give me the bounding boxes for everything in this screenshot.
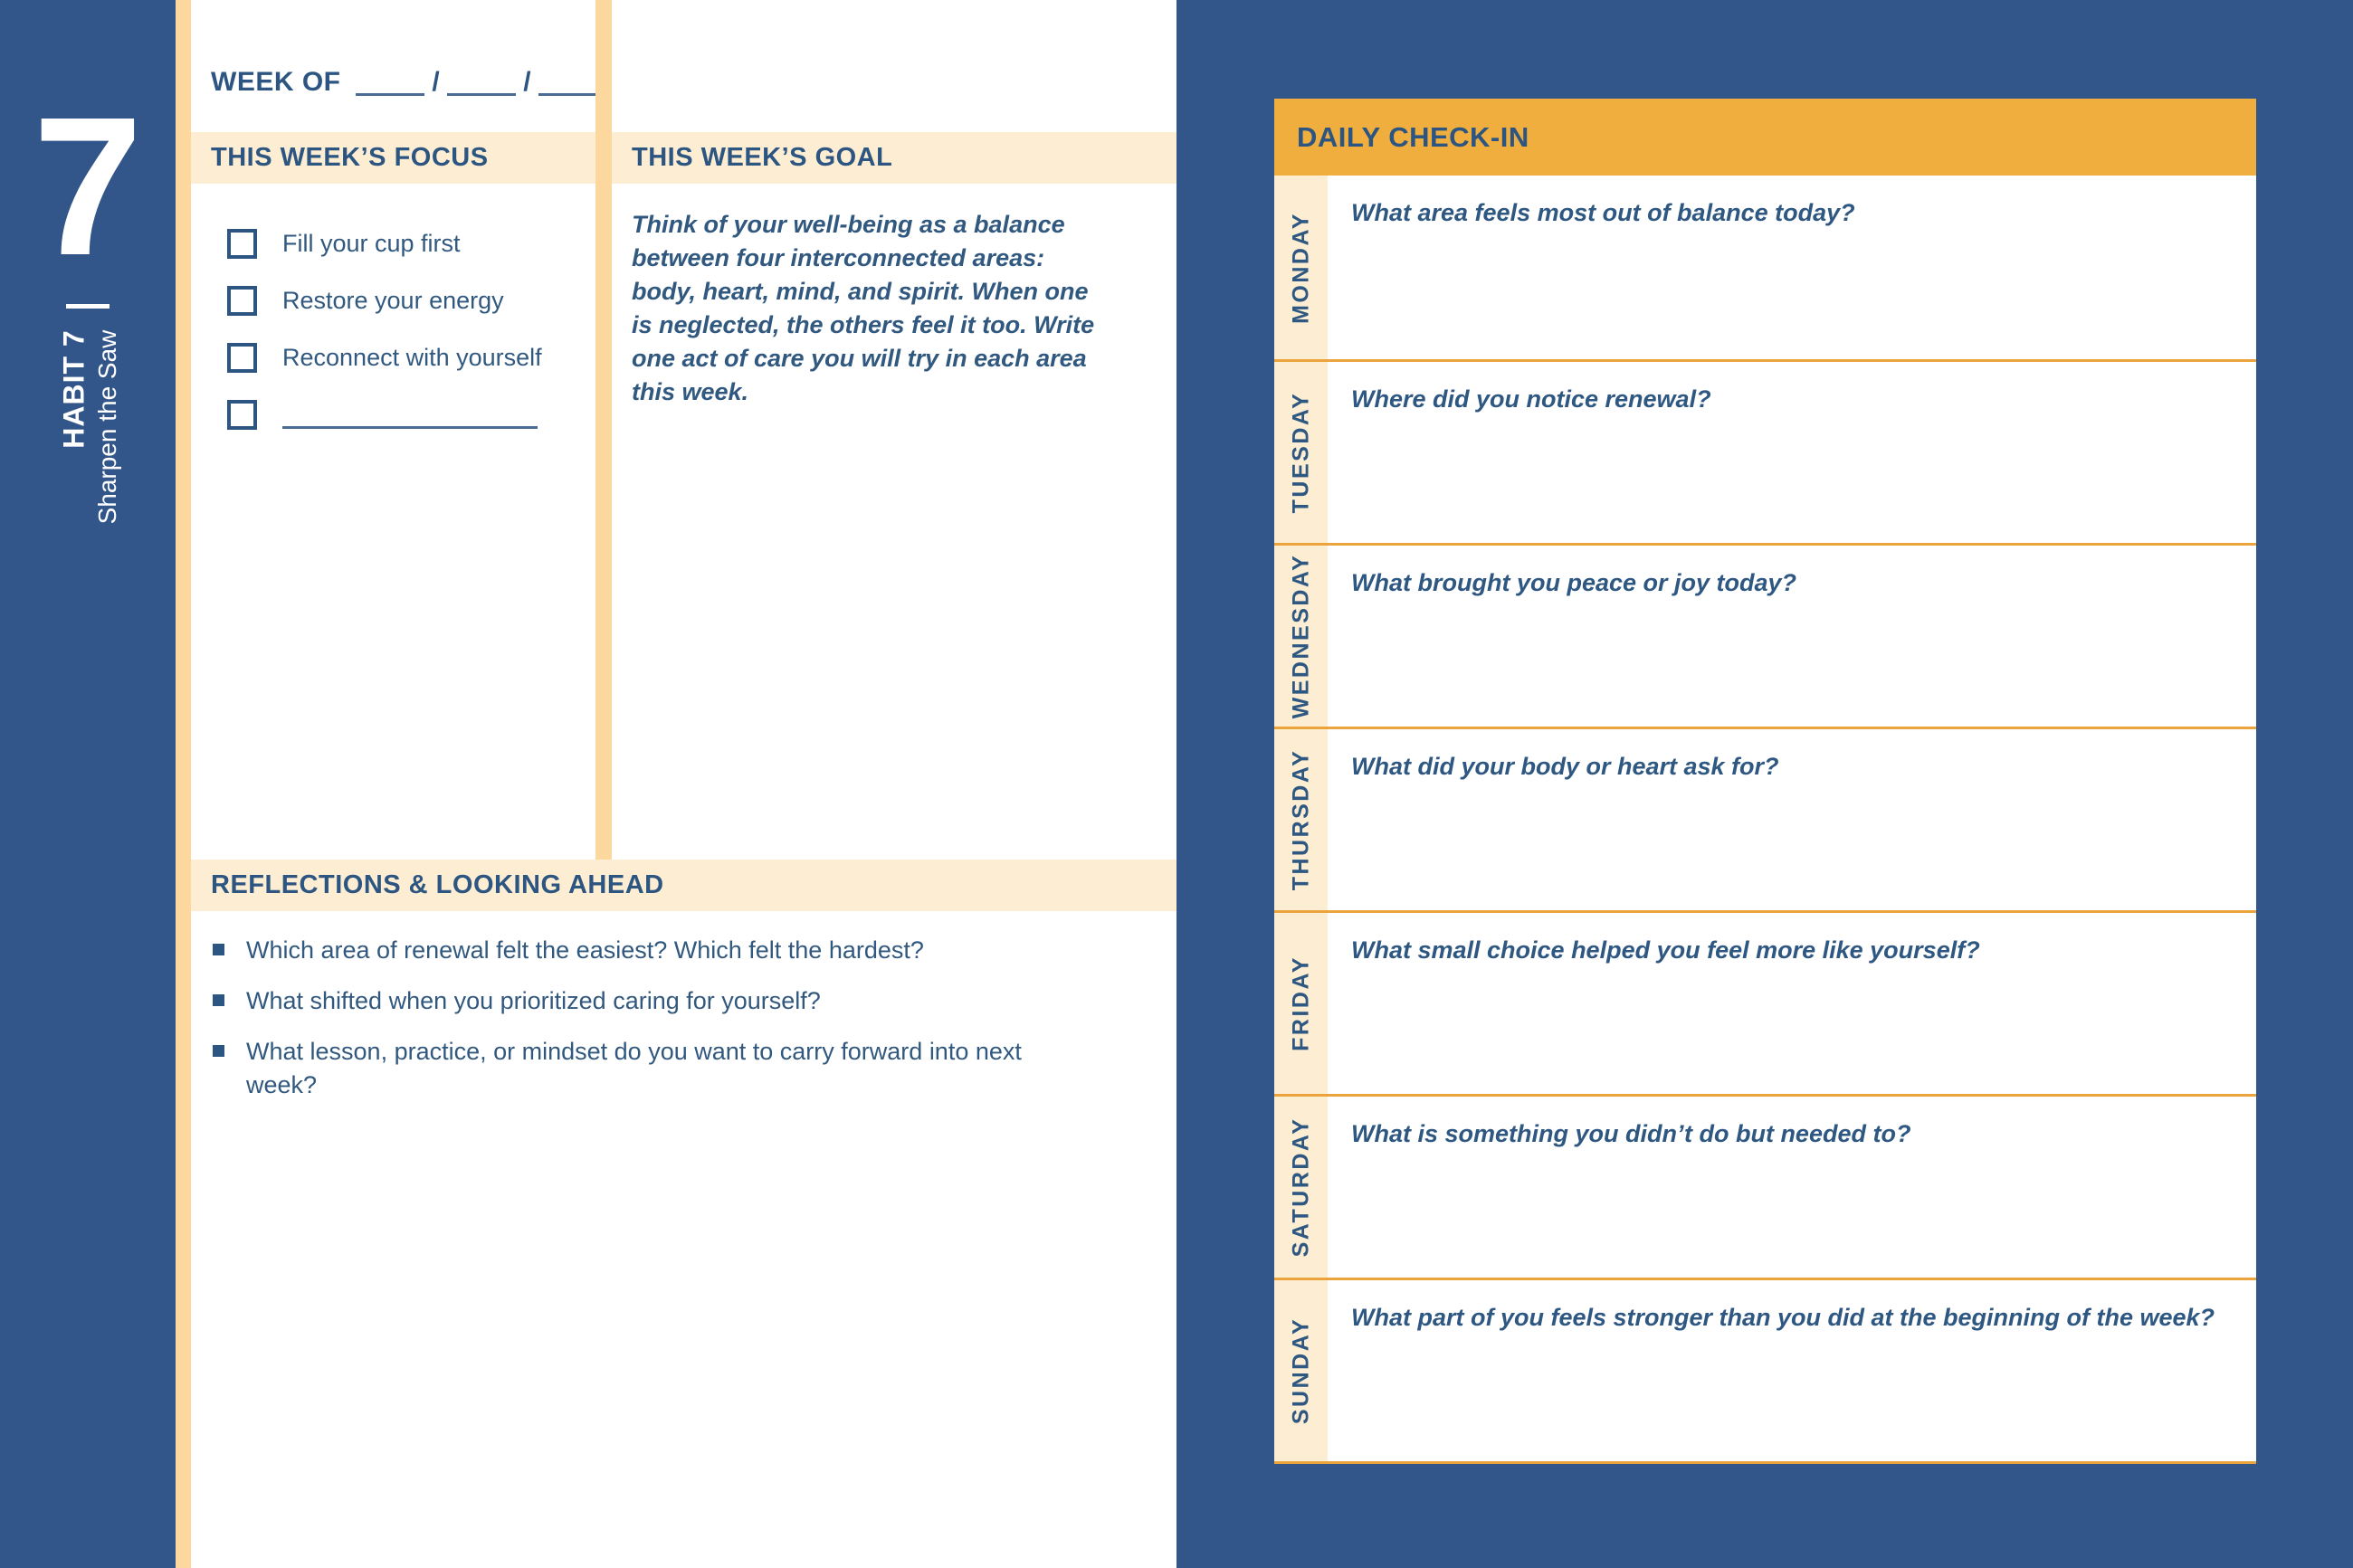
day-label: SATURDAY xyxy=(1288,1117,1313,1258)
day-label-cell xyxy=(1274,729,1328,910)
focus-item-label: Fill your cup first xyxy=(282,230,461,257)
focus-item xyxy=(227,272,542,329)
day-label: THURSDAY xyxy=(1288,748,1313,891)
column-divider xyxy=(595,0,612,860)
reflection-questions xyxy=(213,934,1027,1119)
day-row-saturday xyxy=(1274,1094,2256,1278)
focus-item xyxy=(227,329,542,386)
day-row-monday xyxy=(1274,176,2256,359)
day-entry-area[interactable] xyxy=(1328,176,2256,359)
day-label: TUESDAY xyxy=(1288,391,1313,514)
day-question: What part of you feels stronger than you did at the beginning of the week? xyxy=(1351,1304,2215,1331)
day-question: What brought you peace or joy today? xyxy=(1351,569,1797,596)
reflection-question-text: Which area of renewal felt the easiest? Which felt the hardest? xyxy=(246,936,924,964)
focus-section-header: THIS WEEK’S FOCUS xyxy=(191,132,595,184)
habit-label: HABIT 7 xyxy=(57,329,90,449)
day-label: MONDAY xyxy=(1288,211,1313,324)
accent-stripe xyxy=(176,0,191,1568)
day-row-sunday xyxy=(1274,1278,2256,1461)
day-label-cell xyxy=(1274,1280,1328,1461)
reflection-question-text: What lesson, practice, or mindset do you want to carry forward into next week? xyxy=(246,1038,1022,1098)
reflection-question-text: What shifted when you prioritized caring for yourself? xyxy=(246,987,821,1014)
daily-checkin-header: DAILY CHECK-IN xyxy=(1274,99,2256,176)
day-entry-area[interactable] xyxy=(1328,729,2256,910)
day-label-cell xyxy=(1274,1097,1328,1278)
day-question: What did your body or heart ask for? xyxy=(1351,753,1779,780)
day-entry-area[interactable] xyxy=(1328,1097,2256,1278)
day-entry-area[interactable] xyxy=(1328,913,2256,1094)
bullet-icon xyxy=(213,1045,224,1057)
day-entry-area[interactable] xyxy=(1328,362,2256,543)
day-entry-area[interactable] xyxy=(1328,546,2256,727)
reflection-question-item xyxy=(213,934,1027,967)
week-of-label: WEEK OF xyxy=(211,67,341,97)
day-question: What is something you didn’t do but needed to? xyxy=(1351,1120,1911,1147)
focus-item-label: Reconnect with yourself xyxy=(282,344,542,371)
day-row-thursday xyxy=(1274,727,2256,910)
day-label: WEDNESDAY xyxy=(1288,553,1313,719)
day-row-friday xyxy=(1274,910,2256,1094)
day-label-cell xyxy=(1274,362,1328,543)
date-slash: / xyxy=(432,67,441,97)
day-entry-area[interactable] xyxy=(1328,1280,2256,1461)
bullet-icon xyxy=(213,994,224,1006)
checkbox[interactable] xyxy=(227,400,257,430)
goal-description: Think of your well-being as a balance between four interconnected areas: body, heart, mind, and spirit. When one is neglected, the others feel it too. Write one act of care you will try in each area this week. xyxy=(632,211,1095,405)
week-of-month-field[interactable] xyxy=(356,69,424,96)
habit-sidebar xyxy=(0,0,176,1568)
day-question: Where did you notice renewal? xyxy=(1351,385,1711,413)
day-row-tuesday xyxy=(1274,359,2256,543)
focus-item xyxy=(227,215,542,272)
checkbox[interactable] xyxy=(227,286,257,316)
day-label-cell xyxy=(1274,176,1328,359)
habit-number: 7 xyxy=(33,77,143,297)
day-label: SUNDAY xyxy=(1288,1316,1313,1425)
focus-checklist xyxy=(227,215,542,443)
weekly-plan-panel xyxy=(191,0,1176,1568)
reflection-question-item xyxy=(213,1035,1027,1102)
day-question: What small choice helped you feel more like yourself? xyxy=(1351,936,1980,964)
week-of-day-field[interactable] xyxy=(447,69,516,96)
bullet-icon xyxy=(213,944,224,955)
reflections-section-header: REFLECTIONS & LOOKING AHEAD xyxy=(191,860,1176,911)
checkbox[interactable] xyxy=(227,229,257,259)
date-slash: / xyxy=(523,67,532,97)
focus-item-label: Restore your energy xyxy=(282,287,504,314)
goal-section-header: THIS WEEK’S GOAL xyxy=(612,132,1176,184)
focus-item xyxy=(227,386,542,443)
day-question: What area feels most out of balance today? xyxy=(1351,199,1855,226)
day-label: FRIDAY xyxy=(1288,955,1313,1051)
focus-write-in-field[interactable] xyxy=(282,402,538,429)
day-label-cell xyxy=(1274,546,1328,727)
daily-checkin-table xyxy=(1274,99,2256,1464)
day-label-cell xyxy=(1274,913,1328,1094)
habit-title: Sharpen the Saw xyxy=(93,329,121,525)
week-of-row xyxy=(211,67,614,98)
sidebar-divider-dash xyxy=(66,304,110,309)
reflection-question-item xyxy=(213,984,1027,1018)
day-row-wednesday xyxy=(1274,543,2256,727)
checkbox[interactable] xyxy=(227,343,257,373)
